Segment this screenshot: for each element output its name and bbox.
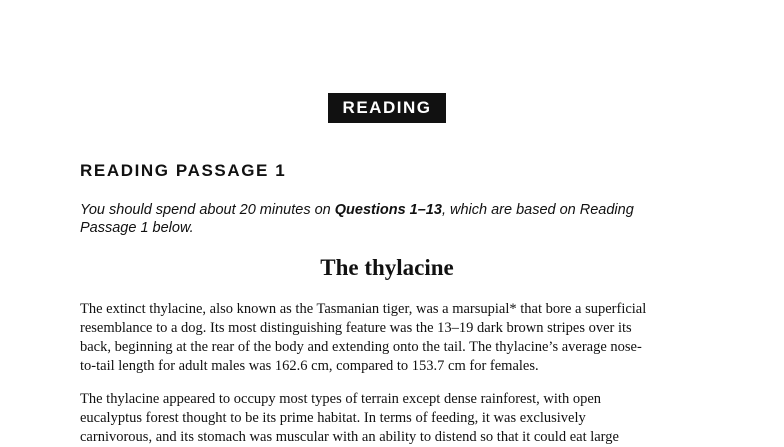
instructions-text-1: You should spend about 20 minutes on (80, 202, 335, 218)
paragraph-line: resemblance to a dog. Its most distinguishing feature was the 13–19 dark brown stripes over its (80, 320, 632, 336)
paragraph-line: The extinct thylacine, also known as the Tasmanian tiger, was a marsupial* that bore a superficial (80, 301, 647, 317)
instructions-questions: Questions 1–13 (334, 202, 442, 218)
paragraph-line: eucalyptus forest thought to be its prime habitat. In terms of feeding, it was exclusively (80, 410, 586, 426)
article-paragraph-1 (80, 300, 690, 376)
instructions-text-2: , which are based on Reading (441, 202, 634, 218)
paragraph-line: to-tail length for adult males was 162.6 cm, compared to 153.7 cm for females. (80, 358, 539, 374)
paragraph-line: The thylacine appeared to occupy most types of terrain except dense rainforest, with open (80, 391, 602, 407)
instructions-text-3: Passage 1 below. (80, 220, 194, 236)
article-title: The thylacine (320, 255, 454, 280)
paragraph-line: carnivorous, and its stomach was muscular with an ability to distend so that it could eat large (80, 429, 619, 445)
section-label: READING (342, 98, 432, 117)
paragraph-line: back, beginning at the rear of the body and extending onto the tail. The thylacine’s average nose- (80, 339, 642, 355)
instructions (80, 201, 700, 237)
article-paragraph-2 (80, 390, 690, 447)
passage-heading: READING PASSAGE 1 (80, 161, 287, 180)
section-badge (328, 93, 446, 123)
